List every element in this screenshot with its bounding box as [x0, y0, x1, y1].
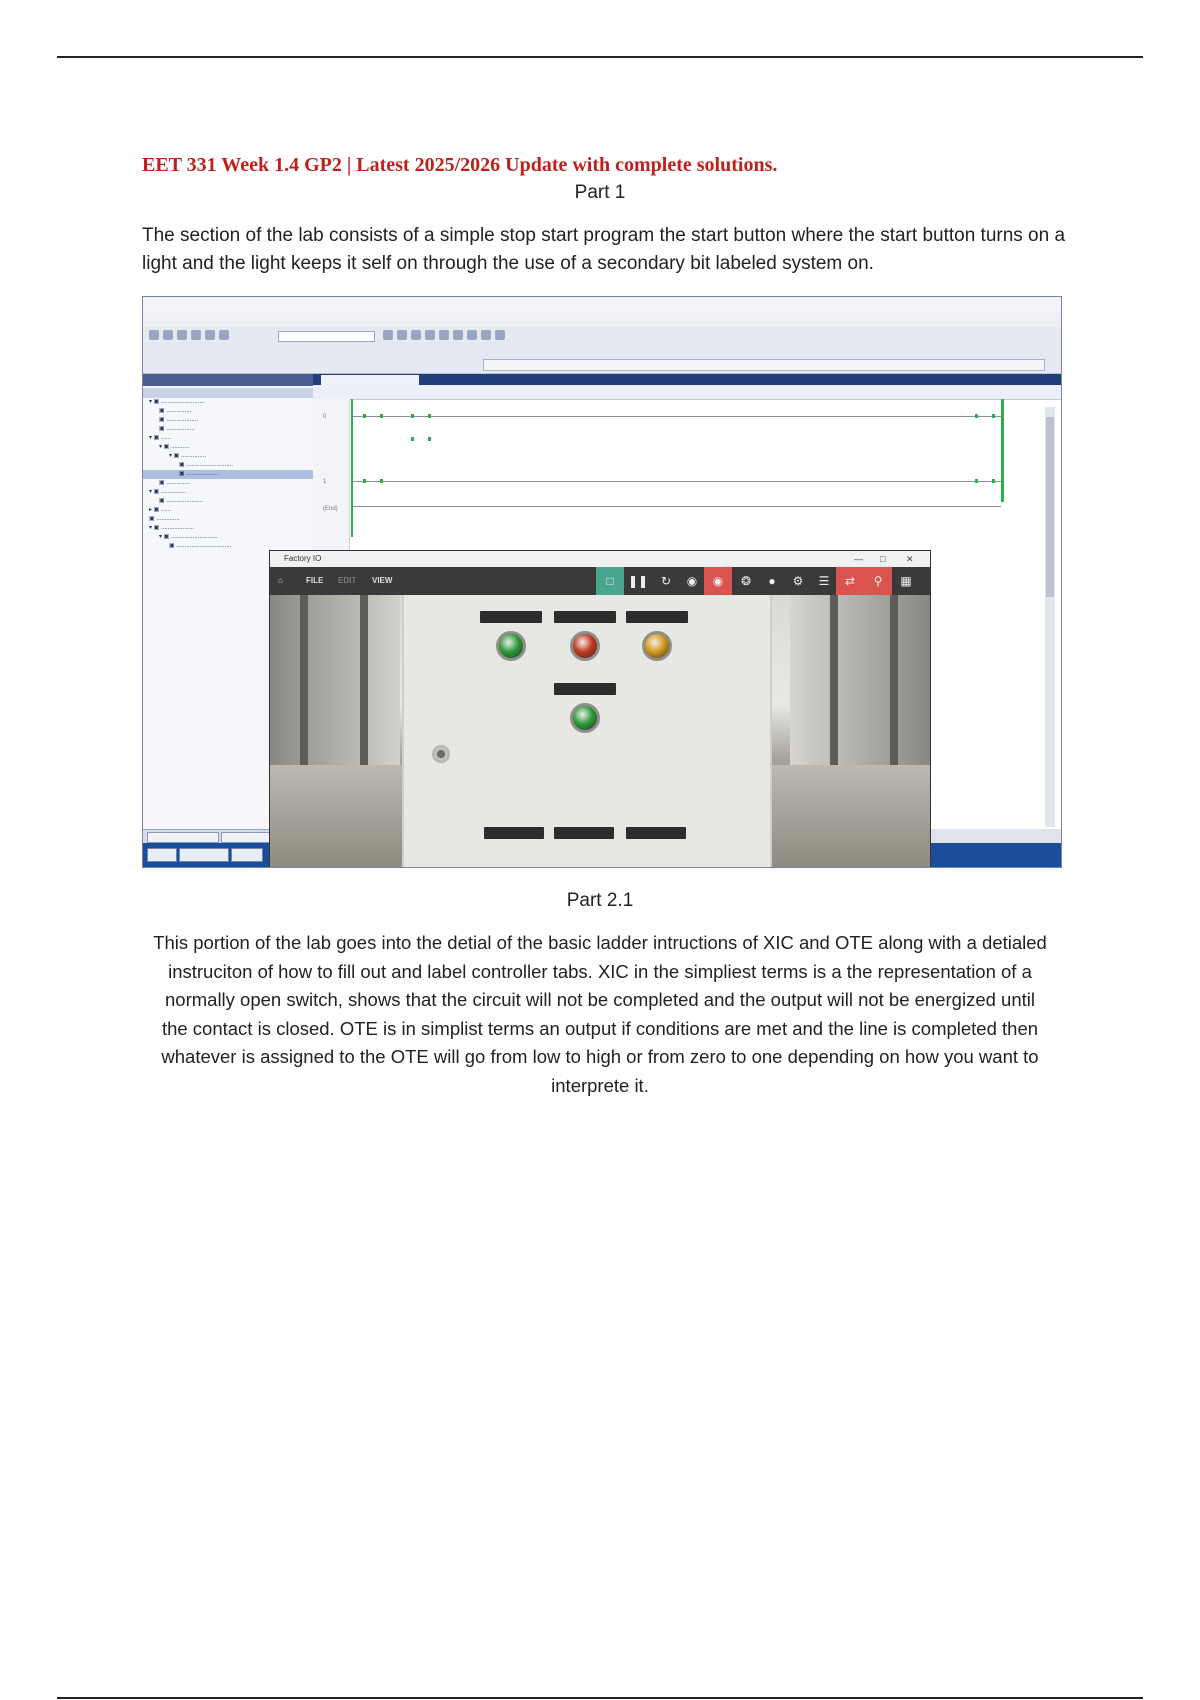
lamp-label-plate-3 — [626, 611, 688, 623]
lamp-label-plate-2 — [554, 611, 616, 623]
rung0-xic-contact-1 — [363, 414, 383, 418]
button-label-plate-3 — [626, 827, 686, 839]
home-icon[interactable]: ⌂ — [278, 576, 283, 585]
factory-io-title: Factory IO — [284, 554, 322, 563]
sensor-icon[interactable]: ❂ — [740, 574, 752, 588]
factory-io-toolbar — [270, 567, 930, 595]
app-title-bar — [143, 297, 1061, 313]
ladder-editor: 0 1 (End) — [313, 374, 1061, 829]
camera-icon[interactable]: ◉ — [686, 574, 698, 588]
button-label-plate-1 — [484, 827, 544, 839]
gear-icon[interactable]: ⚙ — [792, 574, 804, 588]
part2-paragraph: This portion of the lab goes into the detial of the basic ladder intructions of XIC and OTE along with a detialed instruciton of how to fill out and label controller tabs. XIC in the simpliest terms is a the representation of a normally open switch, shows that the circuit will not be completed and the output will not be energized until the contact is closed. OTE is in simplist terms an output if conditions are met and the line is completed then whatever is assigned to the OTE will go from low to high or from zero to one depending on how you want to interprete it. — [153, 932, 1047, 1096]
bottom-rule — [57, 1697, 1143, 1699]
toolbar-path-box — [278, 331, 375, 342]
factory-scene — [270, 595, 930, 868]
list-icon[interactable]: ☰ — [818, 574, 830, 588]
document-title: EET 331 Week 1.4 GP2 | Latest 2025/2026 Update with complete solutions. — [142, 154, 778, 176]
amber-lamp — [642, 631, 672, 661]
rung0-xic-contact-2 — [411, 414, 431, 418]
app-toolbar — [143, 327, 1061, 374]
pause-button[interactable]: ❚❚ — [627, 574, 649, 588]
lamp-label-plate-4 — [554, 683, 616, 695]
top-rule — [57, 56, 1143, 58]
rung0-ote-coil — [975, 414, 995, 418]
start-stop-knob[interactable] — [432, 745, 450, 763]
maximize-icon[interactable]: □ — [880, 554, 886, 564]
factory-io-title-bar — [270, 551, 930, 567]
controller-organizer: ▾ ▣ .......................... ▣ ............... ▣ ................... ▣ ................. ▾ ▣ ...... ▾ ▣ ........... ▾ ▣ ............... ▣ ............................ ▣ ................... ▣ .............. ▾ ▣ ............... ▣ ...................... ▸ ▣ ...... ▣ .............. ▾ ▣ .................... ▾ ▣ ............................ ▣ ................................. — [143, 374, 314, 829]
part1-paragraph: The section of the lab consists of a simple stop start program the start button where the start button turns on a light and the light keeps it self on through the use of a secondary bit labeled system on. — [142, 225, 1066, 274]
menu-file[interactable]: FILE — [306, 576, 324, 585]
control-panel — [402, 595, 772, 868]
ladder-scrollbar — [1045, 407, 1055, 827]
menu-view[interactable]: VIEW — [372, 576, 393, 585]
instruction-tabstrip — [483, 359, 1045, 371]
minimize-icon[interactable]: — — [854, 554, 863, 564]
close-icon[interactable]: ✕ — [906, 554, 914, 564]
search-icon[interactable]: ⚲ — [864, 567, 892, 595]
app-menu-bar — [143, 313, 1061, 327]
driver-icon[interactable]: ◉ — [704, 567, 732, 595]
green-lamp — [496, 631, 526, 661]
part2-heading: Part 2.1 — [566, 890, 634, 911]
extra-icon[interactable]: ▦ — [900, 574, 912, 588]
factory-io-window — [269, 550, 931, 868]
part1-heading: Part 1 — [574, 182, 626, 203]
menu-edit[interactable]: EDIT — [338, 576, 357, 585]
play-button[interactable]: □ — [596, 567, 624, 595]
button-label-plate-2 — [554, 827, 614, 839]
rung1-ote-coil — [975, 479, 995, 483]
light-icon[interactable]: ● — [768, 574, 776, 588]
red-lamp — [570, 631, 600, 661]
lamp-label-plate-1 — [480, 611, 542, 623]
system-on-lamp — [570, 703, 600, 733]
io-icon[interactable]: ⇄ — [836, 567, 864, 595]
lab-screenshot — [142, 296, 1062, 868]
rung0-branch-contact — [411, 437, 431, 441]
reset-icon[interactable]: ↻ — [660, 574, 672, 588]
rung1-xic-contact — [363, 479, 383, 483]
routine-tab — [321, 375, 419, 385]
